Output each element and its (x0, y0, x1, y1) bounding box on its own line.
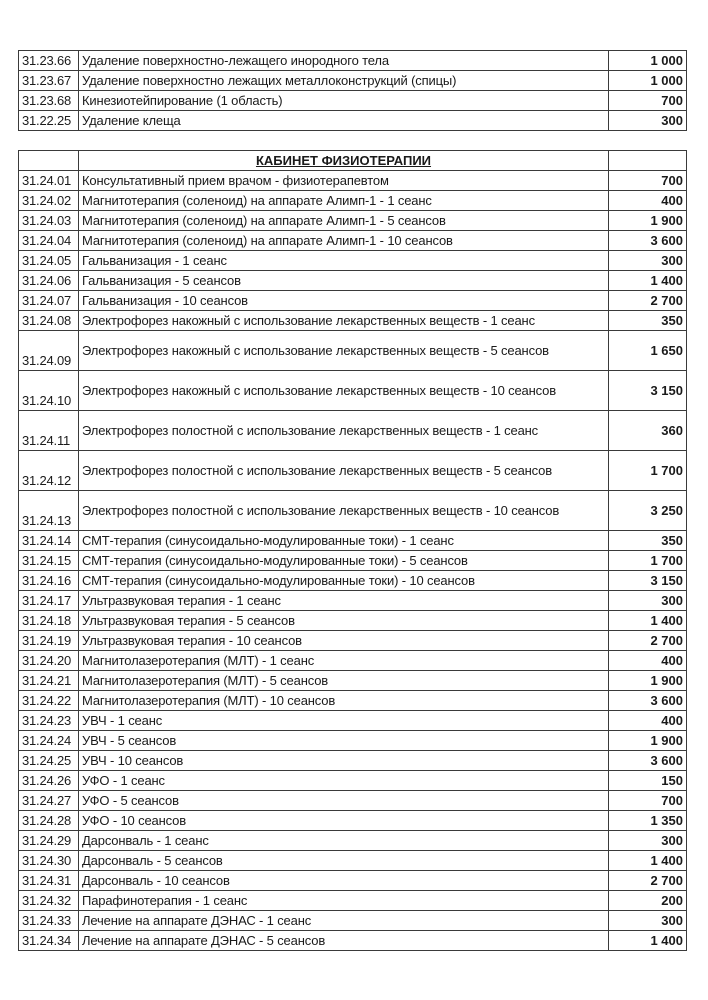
table-row (19, 831, 687, 851)
empty-cell (19, 151, 79, 171)
table-row (19, 911, 687, 931)
service-price: 300 (609, 111, 687, 131)
service-description: Лечение на аппарате ДЭНАС - 5 сеансов (79, 931, 609, 951)
service-code: 31.24.14 (19, 531, 79, 551)
service-price: 1 400 (609, 851, 687, 871)
service-price: 3 600 (609, 751, 687, 771)
service-code: 31.24.32 (19, 891, 79, 911)
service-code: 31.24.29 (19, 831, 79, 851)
service-code: 31.23.67 (19, 71, 79, 91)
service-code: 31.24.03 (19, 211, 79, 231)
table-row (19, 191, 687, 211)
service-code: 31.24.27 (19, 791, 79, 811)
service-description: Электрофорез полостной с использование лекарственных веществ - 1 сеанс (79, 411, 609, 451)
table-row (19, 271, 687, 291)
table-row (19, 571, 687, 591)
service-description: УВЧ - 10 сеансов (79, 751, 609, 771)
table-row (19, 171, 687, 191)
service-price: 3 150 (609, 571, 687, 591)
service-description: Удаление поверхностно-лежащего инородного тела (79, 51, 609, 71)
service-price: 2 700 (609, 291, 687, 311)
service-price: 300 (609, 831, 687, 851)
service-price: 1 000 (609, 71, 687, 91)
service-price: 3 150 (609, 371, 687, 411)
table-row (19, 71, 687, 91)
service-code: 31.24.19 (19, 631, 79, 651)
service-price: 400 (609, 651, 687, 671)
service-description: Гальванизация - 5 сеансов (79, 271, 609, 291)
service-description: Электрофорез полостной с использование лекарственных веществ - 5 сеансов (79, 451, 609, 491)
service-description: УФО - 5 сеансов (79, 791, 609, 811)
table-row (19, 451, 687, 491)
service-description: Гальванизация - 1 сеанс (79, 251, 609, 271)
service-description: Магнитотерапия (соленоид) на аппарате Алимп-1 - 10 сеансов (79, 231, 609, 251)
service-price: 1 400 (609, 931, 687, 951)
service-price: 3 250 (609, 491, 687, 531)
service-description: Магнитотерапия (соленоид) на аппарате Алимп-1 - 1 сеанс (79, 191, 609, 211)
service-price: 1 700 (609, 451, 687, 491)
price-table-physiotherapy (18, 150, 687, 951)
table-row (19, 251, 687, 271)
service-price: 300 (609, 591, 687, 611)
service-price: 1 900 (609, 671, 687, 691)
service-price: 1 000 (609, 51, 687, 71)
price-table-procedures (18, 50, 687, 131)
service-code: 31.24.34 (19, 931, 79, 951)
service-description: Электрофорез полостной с использование лекарственных веществ - 10 сеансов (79, 491, 609, 531)
service-price: 1 650 (609, 331, 687, 371)
section-header-row (19, 151, 687, 171)
service-code: 31.24.04 (19, 231, 79, 251)
service-price: 700 (609, 171, 687, 191)
service-code: 31.24.01 (19, 171, 79, 191)
table-row (19, 891, 687, 911)
service-code: 31.24.07 (19, 291, 79, 311)
service-code: 31.24.25 (19, 751, 79, 771)
service-code: 31.24.08 (19, 311, 79, 331)
service-code: 31.24.33 (19, 911, 79, 931)
service-price: 300 (609, 911, 687, 931)
table-row (19, 931, 687, 951)
service-price: 300 (609, 251, 687, 271)
service-description: Гальванизация - 10 сеансов (79, 291, 609, 311)
service-description: Ультразвуковая терапия - 5 сеансов (79, 611, 609, 631)
table-row (19, 231, 687, 251)
service-description: Удаление клеща (79, 111, 609, 131)
table-row (19, 531, 687, 551)
service-description: Электрофорез накожный с использование лекарственных веществ - 10 сеансов (79, 371, 609, 411)
service-code: 31.24.02 (19, 191, 79, 211)
table-row (19, 551, 687, 571)
service-code: 31.24.15 (19, 551, 79, 571)
table-row (19, 731, 687, 751)
service-code: 31.24.11 (19, 411, 79, 451)
service-description: СМТ-терапия (синусоидально-модулированные токи) - 5 сеансов (79, 551, 609, 571)
service-description: Лечение на аппарате ДЭНАС - 1 сеанс (79, 911, 609, 931)
service-description: УФО - 10 сеансов (79, 811, 609, 831)
service-description: СМТ-терапия (синусоидально-модулированные токи) - 1 сеанс (79, 531, 609, 551)
service-description: УФО - 1 сеанс (79, 771, 609, 791)
table-row (19, 51, 687, 71)
service-description: Магнитолазеротерапия (МЛТ) - 1 сеанс (79, 651, 609, 671)
table-row (19, 111, 687, 131)
service-price: 350 (609, 311, 687, 331)
service-description: Электрофорез накожный с использование лекарственных веществ - 1 сеанс (79, 311, 609, 331)
table-row (19, 411, 687, 451)
service-price: 1 400 (609, 611, 687, 631)
table-row (19, 771, 687, 791)
service-description: Дарсонваль - 5 сеансов (79, 851, 609, 871)
table-row (19, 631, 687, 651)
service-price: 1 350 (609, 811, 687, 831)
service-description: Магнитолазеротерапия (МЛТ) - 5 сеансов (79, 671, 609, 691)
service-price: 2 700 (609, 871, 687, 891)
service-price: 360 (609, 411, 687, 451)
service-code: 31.24.21 (19, 671, 79, 691)
service-description: Ультразвуковая терапия - 10 сеансов (79, 631, 609, 651)
service-code: 31.24.24 (19, 731, 79, 751)
service-code: 31.24.26 (19, 771, 79, 791)
service-code: 31.24.16 (19, 571, 79, 591)
service-code: 31.24.10 (19, 371, 79, 411)
service-description: Парафинотерапия - 1 сеанс (79, 891, 609, 911)
service-code: 31.24.09 (19, 331, 79, 371)
table-row (19, 691, 687, 711)
service-description: УВЧ - 5 сеансов (79, 731, 609, 751)
service-code: 31.22.25 (19, 111, 79, 131)
service-description: Ультразвуковая терапия - 1 сеанс (79, 591, 609, 611)
table-row (19, 491, 687, 531)
service-description: СМТ-терапия (синусоидально-модулированные токи) - 10 сеансов (79, 571, 609, 591)
table-row (19, 291, 687, 311)
table-row (19, 811, 687, 831)
service-code: 31.24.22 (19, 691, 79, 711)
service-price: 400 (609, 711, 687, 731)
table-row (19, 611, 687, 631)
service-description: Магнитотерапия (соленоид) на аппарате Алимп-1 - 5 сеансов (79, 211, 609, 231)
service-price: 350 (609, 531, 687, 551)
service-code: 31.24.31 (19, 871, 79, 891)
service-price: 2 700 (609, 631, 687, 651)
service-price: 1 900 (609, 211, 687, 231)
table-row (19, 91, 687, 111)
service-description: Удаление поверхностно лежащих металлоконструкций (спицы) (79, 71, 609, 91)
table-row (19, 751, 687, 771)
service-description: Дарсонваль - 10 сеансов (79, 871, 609, 891)
service-description: УВЧ - 1 сеанс (79, 711, 609, 731)
service-price: 1 400 (609, 271, 687, 291)
service-description: Консультативный прием врачом - физиотерапевтом (79, 171, 609, 191)
service-code: 31.24.17 (19, 591, 79, 611)
service-code: 31.24.05 (19, 251, 79, 271)
service-description: Магнитолазеротерапия (МЛТ) - 10 сеансов (79, 691, 609, 711)
service-code: 31.24.30 (19, 851, 79, 871)
empty-cell (609, 151, 687, 171)
service-code: 31.24.06 (19, 271, 79, 291)
service-price: 150 (609, 771, 687, 791)
table-row (19, 211, 687, 231)
service-description: Кинезиотейпирование (1 область) (79, 91, 609, 111)
table-row (19, 871, 687, 891)
table-row (19, 331, 687, 371)
service-description: Электрофорез накожный с использование лекарственных веществ - 5 сеансов (79, 331, 609, 371)
service-price: 700 (609, 791, 687, 811)
service-code: 31.23.68 (19, 91, 79, 111)
service-code: 31.24.28 (19, 811, 79, 831)
table-row (19, 371, 687, 411)
service-code: 31.24.18 (19, 611, 79, 631)
service-price: 700 (609, 91, 687, 111)
table-row (19, 671, 687, 691)
service-description: Дарсонваль - 1 сеанс (79, 831, 609, 851)
service-code: 31.24.23 (19, 711, 79, 731)
service-price: 3 600 (609, 231, 687, 251)
service-price: 400 (609, 191, 687, 211)
service-code: 31.24.20 (19, 651, 79, 671)
table-row (19, 591, 687, 611)
table-row (19, 851, 687, 871)
service-code: 31.24.12 (19, 451, 79, 491)
service-price: 1 700 (609, 551, 687, 571)
service-price: 1 900 (609, 731, 687, 751)
service-price: 200 (609, 891, 687, 911)
service-code: 31.23.66 (19, 51, 79, 71)
table-row (19, 791, 687, 811)
service-price: 3 600 (609, 691, 687, 711)
table-row (19, 311, 687, 331)
table-row (19, 711, 687, 731)
section-title: КАБИНЕТ ФИЗИОТЕРАПИИ (79, 151, 609, 171)
table-row (19, 651, 687, 671)
service-code: 31.24.13 (19, 491, 79, 531)
